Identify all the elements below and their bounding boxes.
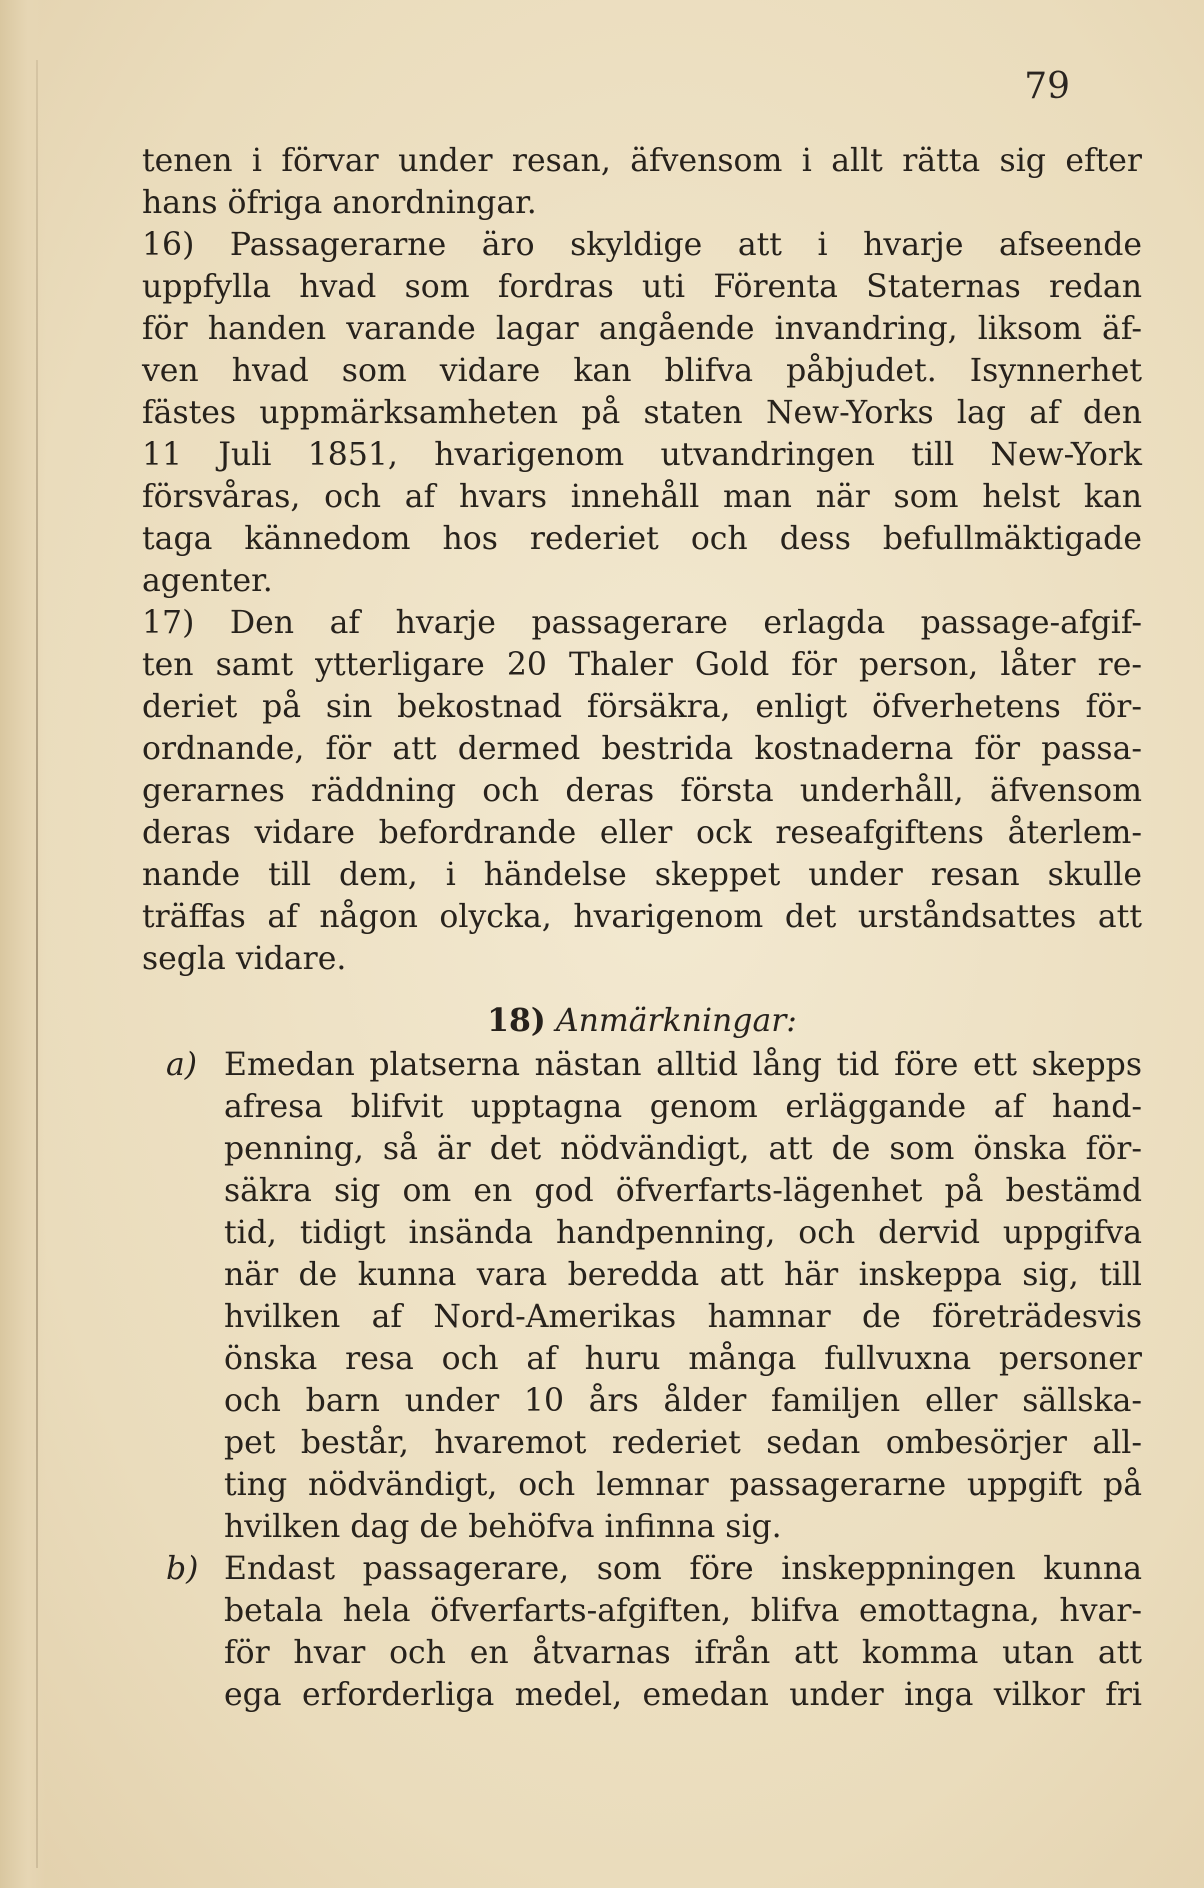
page-edge-shadow (0, 0, 46, 1888)
text-line: hvilken dag de behöfva infinna sig. (224, 1509, 782, 1545)
list-item (142, 1548, 1142, 1716)
text-line: försvåras, och af hvars innehåll man när som helst kan (142, 479, 1142, 515)
text-line: önska resa och af huru många fullvuxna personer (224, 1341, 1142, 1377)
text-line: 16) Passagerarne äro skyldige att i hvarje afseende (142, 227, 1142, 263)
list-item (142, 1044, 1142, 1548)
text-line: ordnande, för att dermed bestrida kostnaderna för passa- (142, 731, 1142, 767)
text-line: hvilken af Nord-Amerikas hamnar de företrädesvis (224, 1299, 1142, 1335)
text-line: ega erforderliga medel, emedan under inga vilkor fri (224, 1677, 1142, 1713)
text-line: pet består, hvaremot rederiet sedan ombesörjer all- (224, 1425, 1142, 1461)
text-line: Emedan platserna nästan alltid lång tid före ett skepps (224, 1047, 1142, 1083)
text-line: 11 Juli 1851, hvarigenom utvandringen till New-York (142, 437, 1142, 473)
text-line: Endast passagerare, som före inskeppningen kunna (224, 1551, 1142, 1587)
text-line: tenen i förvar under resan, äfvensom i allt rätta sig efter (142, 143, 1142, 179)
text-line: när de kunna vara beredda att här inskeppa sig, till (224, 1257, 1142, 1293)
page-number: 79 (1024, 66, 1070, 107)
text-line: ten samt ytterligare 20 Thaler Gold för person, låter re- (142, 647, 1142, 683)
binding-edge-line (36, 60, 38, 1868)
text-line: ven hvad som vidare kan blifva påbjudet. Isynnerhet (142, 353, 1142, 389)
section-heading (142, 1000, 1142, 1042)
text-line: afresa blifvit upptagna genom erläggande af hand- (224, 1089, 1142, 1125)
text-line: ting nödvändigt, och lemnar passagerarne uppgift på (224, 1467, 1142, 1503)
text-line: taga kännedom hos rederiet och dess befullmäktigade (142, 521, 1142, 557)
text-line: för hvar och en åtvarnas ifrån att komma utan att (224, 1635, 1142, 1671)
text-line: 17) Den af hvarje passagerare erlagda passage-afgif- (142, 605, 1142, 641)
list-marker: b) (166, 1551, 199, 1587)
section-number: 18) (487, 1002, 546, 1039)
text-line: nande till dem, i händelse skeppet under resan skulle (142, 857, 1142, 893)
text-line: och barn under 10 års ålder familjen eller sällska- (224, 1383, 1142, 1419)
text-line: deriet på sin bekostnad försäkra, enligt öfverhetens för- (142, 689, 1142, 725)
list-marker: a) (166, 1047, 198, 1083)
text-line: agenter. (142, 563, 273, 599)
text-line: för handen varande lagar angående invandring, liksom äf- (142, 311, 1142, 347)
text-line: hans öfriga anordningar. (142, 185, 537, 221)
section-title: Anmärkningar: (555, 1003, 797, 1039)
text-line: gerarnes räddning och deras första underhåll, äfvensom (142, 773, 1142, 809)
text-line: säkra sig om en god öfverfarts-lägenhet på bestämd (224, 1173, 1142, 1209)
text-line: fästes uppmärksamheten på staten New-Yorks lag af den (142, 395, 1142, 431)
text-line: deras vidare befordrande eller ock reseafgiftens återlem- (142, 815, 1142, 851)
text-line: träffas af någon olycka, hvarigenom det urståndsattes att (142, 899, 1142, 935)
text-line: betala hela öfverfarts-afgiften, blifva emottagna, hvar- (224, 1593, 1142, 1629)
text-line: penning, så är det nödvändigt, att de som önska för- (224, 1131, 1142, 1167)
body-text (142, 140, 1142, 1716)
text-line: tid, tidigt insända handpenning, och dervid uppgifva (224, 1215, 1142, 1251)
text-line: segla vidare. (142, 941, 347, 977)
text-line: uppfylla hvad som fordras uti Förenta Staternas redan (142, 269, 1142, 305)
